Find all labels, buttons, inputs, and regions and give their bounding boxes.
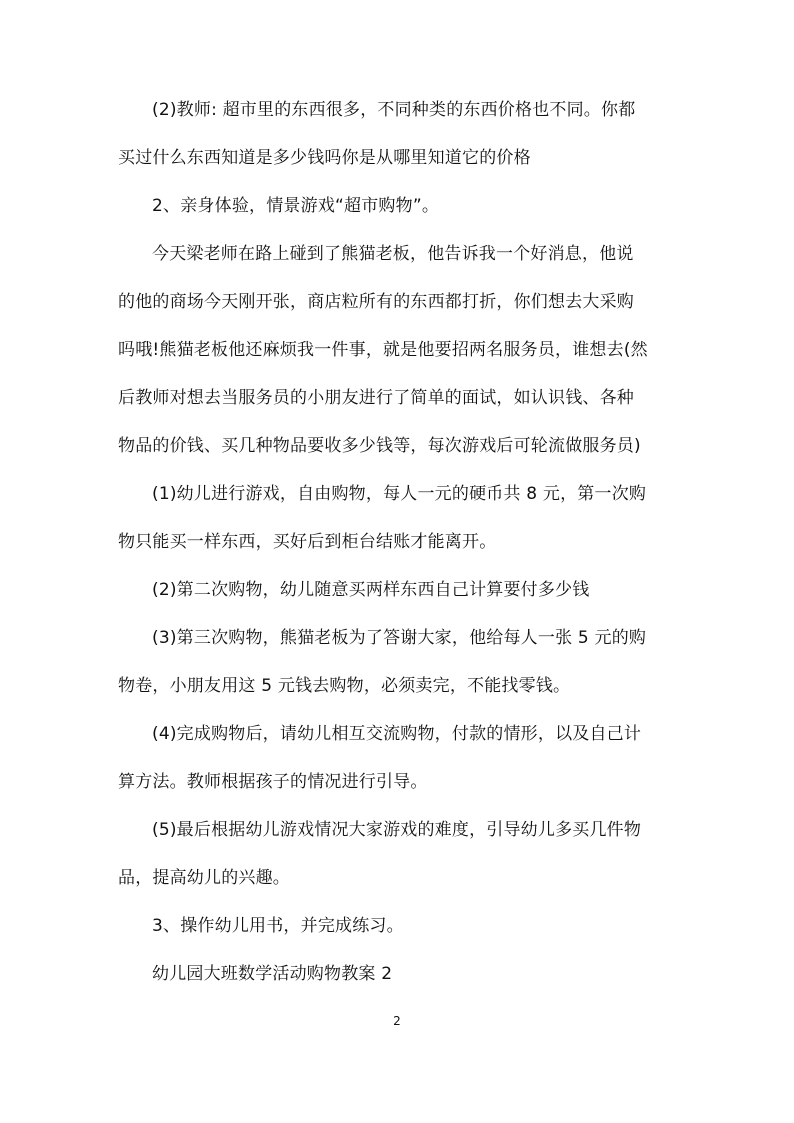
paragraph-line: 品，提高幼儿的兴趣。 xyxy=(118,868,290,888)
section-heading: 2、亲身体验，情景游戏“超市购物”。 xyxy=(152,196,440,216)
paragraph-line: (1)幼儿进行游戏，自由购物，每人一元的硬币共 8 元，第一次购 xyxy=(152,484,647,504)
paragraph-line: (2)教师: 超市里的东西很多，不同种类的东西价格也不同。你都 xyxy=(152,100,636,120)
page-number: 2 xyxy=(393,1014,401,1028)
paragraph-line: 买过什么东西知道是多少钱吗你是从哪里知道它的价格 xyxy=(118,148,531,168)
paragraph-line: 后教师对想去当服务员的小朋友进行了简单的面试，如认识钱、各种 xyxy=(118,388,634,408)
paragraph-line: 吗哦!熊猫老板他还麻烦我一件事，就是他要招两名服务员，谁想去(然 xyxy=(118,340,648,360)
paragraph-line: 今天梁老师在路上碰到了熊猫老板，他告诉我一个好消息，他说 xyxy=(152,244,634,264)
document-title: 幼儿园大班数学活动购物教案 2 xyxy=(152,964,393,984)
paragraph-line: 物卷，小朋友用这 5 元钱去购物，必须卖完，不能找零钱。 xyxy=(118,676,571,696)
paragraph-line: 物品的价钱、买几种物品要收多少钱等，每次游戏后可轮流做服务员) xyxy=(118,436,641,456)
paragraph-line: (5)最后根据幼儿游戏情况大家游戏的难度，引导幼儿多买几件物 xyxy=(152,820,642,840)
paragraph-line: 物只能买一样东西，买好后到柜台结账才能离开。 xyxy=(118,532,497,552)
paragraph-line: (3)第三次购物，熊猫老板为了答谢大家，他给每人一张 5 元的购 xyxy=(152,628,647,648)
paragraph-line: (2)第二次购物，幼儿随意买两样东西自己计算要付多少钱 xyxy=(152,580,590,600)
section-heading: 3、操作幼儿用书，并完成练习。 xyxy=(152,916,404,936)
paragraph-line: 算方法。教师根据孩子的情况进行引导。 xyxy=(118,772,428,792)
paragraph-line: 的他的商场今天刚开张，商店粒所有的东西都打折，你们想去大采购 xyxy=(118,292,634,312)
paragraph-line: (4)完成购物后，请幼儿相互交流购物，付款的情形，以及自己计 xyxy=(152,724,642,744)
